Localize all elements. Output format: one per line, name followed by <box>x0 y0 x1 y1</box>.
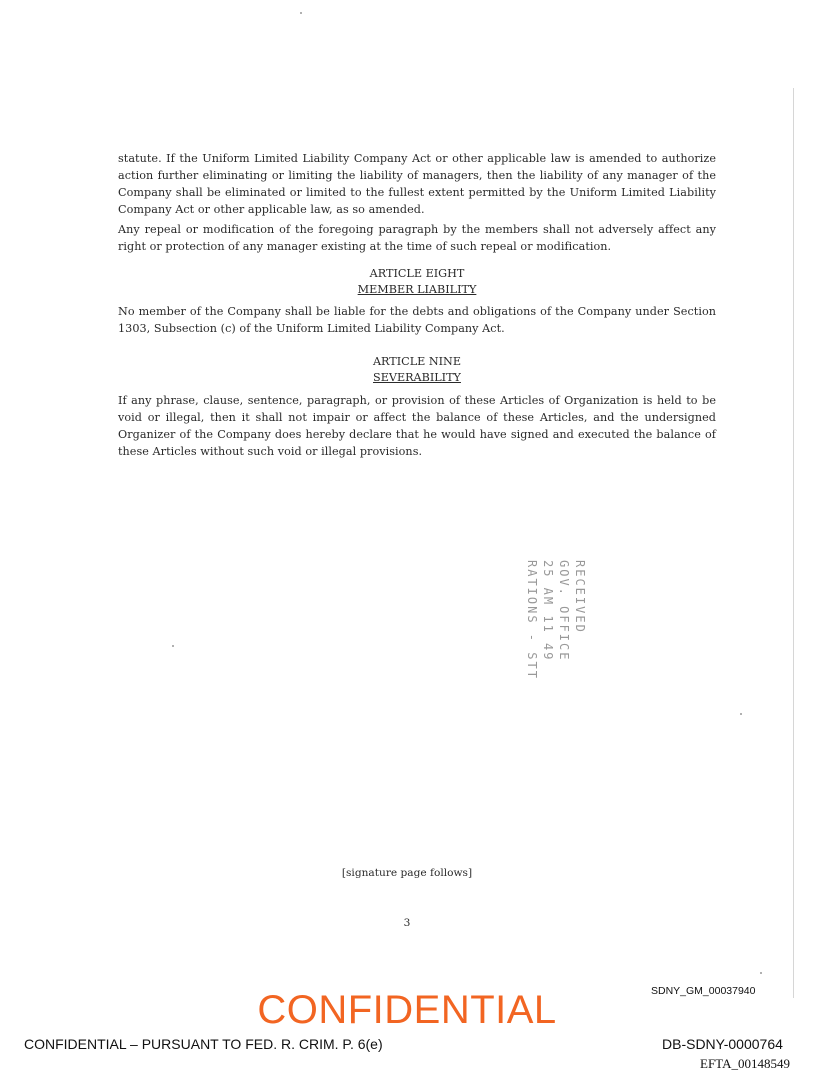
paragraph-text: If any phrase, clause, sentence, paragraph, or provision of these Articles of Organization is held to be void or illegal, then it shall not impair or affect the balance of these Articles, and the undersigned Organizer of the Company does hereby declare that he would have signed and executed the balance of these Articles without such void or illegal provisions. <box>118 394 716 458</box>
received-stamp <box>524 560 588 680</box>
article-eight-heading <box>118 266 716 298</box>
article-subtitle: MEMBER LIABILITY <box>357 283 477 296</box>
article-subtitle: SEVERABILITY <box>373 371 461 384</box>
scan-speck <box>740 713 742 715</box>
article-nine-heading <box>118 354 716 386</box>
bates-number-db: DB-SDNY-0000764 <box>662 1036 783 1052</box>
article-title: ARTICLE NINE <box>372 355 462 368</box>
signature-page-note: [signature page follows] <box>341 867 473 879</box>
stamp-line: RECEIVED <box>573 560 587 634</box>
article-title: ARTICLE EIGHT <box>369 267 465 280</box>
paragraph-severability <box>118 392 716 460</box>
scan-speck <box>300 12 302 14</box>
bates-number-sdny-gm: SDNY_GM_00037940 <box>651 985 756 997</box>
scan-speck <box>760 972 762 974</box>
stamp-line: 25 AM 11 49 <box>541 560 555 662</box>
paragraph-text: statute. If the Uniform Limited Liability Company Act or other applicable law is amended to authorize action further eliminating or limiting the liability of managers, then the liability of any manager of the Company shall be eliminated or limited to the fullest extent permitted by the Uniform Limited Liability Company Act or other applicable law, as so amended. <box>118 152 716 216</box>
paragraph-repeal <box>118 221 716 255</box>
page-number: 3 <box>403 917 411 929</box>
scan-speck <box>172 645 174 647</box>
stamp-line: GOV. OFFICE <box>557 560 571 662</box>
scan-edge-line <box>793 88 794 998</box>
paragraph-text: No member of the Company shall be liable for the debts and obligations of the Company under Section 1303, Subsection (c) of the Uniform Limited Liability Company Act. <box>118 305 716 335</box>
confidential-legend: CONFIDENTIAL – PURSUANT TO FED. R. CRIM. P. 6(e) <box>24 1036 383 1052</box>
confidential-watermark: CONFIDENTIAL <box>257 988 557 1032</box>
bates-number-efta: EFTA_00148549 <box>700 1056 790 1071</box>
paragraph-text: Any repeal or modification of the foregoing paragraph by the members shall not adversely affect any right or protection of any manager existing at the time of such repeal or modification. <box>118 223 716 253</box>
paragraph-member-liability <box>118 303 716 337</box>
paragraph-manager-liability <box>118 150 716 218</box>
stamp-line: RATIONS - STT <box>525 560 539 680</box>
